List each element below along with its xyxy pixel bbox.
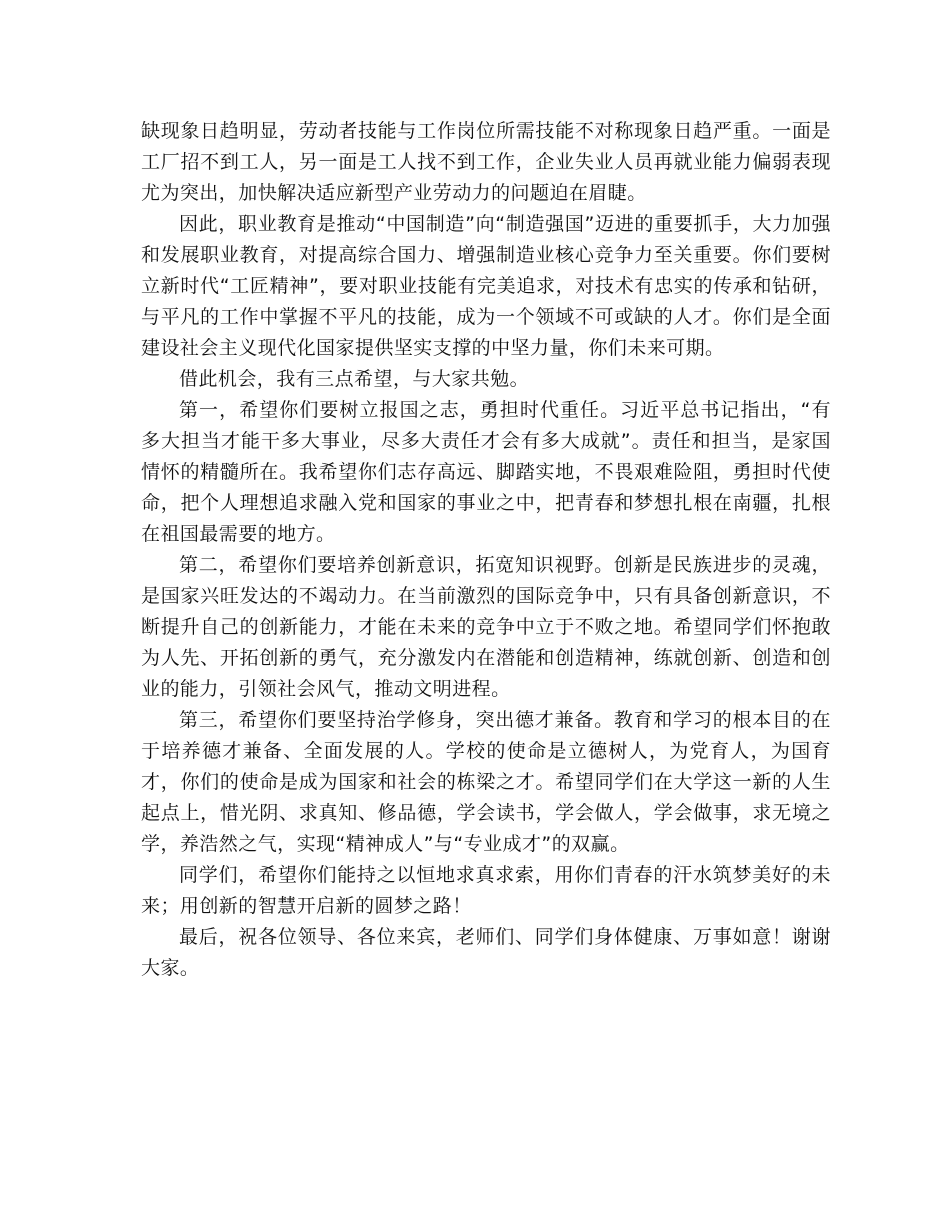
paragraph-closing: 最后，祝各位领导、各位来宾，老师们、同学们身体健康、万事如意！谢谢大家。 <box>141 926 831 979</box>
paragraph-hope-two: 第二，希望你们要培养创新意识，拓宽知识视野。创新是民族进步的灵魂，是国家兴旺发达的不竭动力。在当前激烈的国际竞争中，只有具备创新意识，不断提升自己的创新能力，才能在未来的竞争中立于不败之地。希望同学们怀抱敢为人先、开拓创新的勇气，充分激发内在潜能和创造精神，练就创新、创造和创业的能力，引领社会风气，推动文明进程。 <box>141 554 831 700</box>
paragraph-three-hopes-intro: 借此机会，我有三点希望，与大家共勉。 <box>179 368 530 390</box>
paragraph-vocational-education: 因此，职业教育是推动“中国制造”向“制造强国”迈进的重要抓手，大力加强和发展职业教育，对提高综合国力、增强制造业核心竞争力至关重要。你们要树立新时代“工匠精神”，要对职业技能有完美追求，对技术有忠实的传承和钻研，与平凡的工作中掌握不平凡的技能，成为一个领域不可或缺的人才。你们是全面建设社会主义现代化国家提供坚实支撑的中坚力量，你们未来可期。 <box>141 213 831 359</box>
paragraph-encouragement: 同学们，希望你们能持之以恒地求真求索，用你们青春的汗水筑梦美好的未来；用创新的智慧开启新的圆梦之路！ <box>141 864 831 917</box>
paragraph-continuation: 缺现象日趋明显，劳动者技能与工作岗位所需技能不对称现象日趋严重。一面是工厂招不到工人，另一面是工人找不到工作，企业失业人员再就业能力偏弱表现尤为突出，加快解决适应新型产业劳动力的问题迫在眉睫。 <box>141 120 831 204</box>
paragraph-hope-one: 第一，希望你们要树立报国之志，勇担时代重任。习近平总书记指出，“有多大担当才能干多大事业，尽多大责任才会有多大成就”。责任和担当，是家国情怀的精髓所在。我希望你们志存高远、脚踏实地，不畏艰难险阻，勇担时代使命，把个人理想追求融入党和国家的事业之中，把青春和梦想扎根在南疆，扎根在祖国最需要的地方。 <box>141 399 831 545</box>
body-text <box>141 116 831 984</box>
paragraph-hope-three: 第三，希望你们要坚持治学修身，突出德才兼备。教育和学习的根本目的在于培养德才兼备、全面发展的人。学校的使命是立德树人，为党育人，为国育才，你们的使命是成为国家和社会的栋梁之才。希望同学们在大学这一新的人生起点上，惜光阴、求真知、修品德，学会读书，学会做人，学会做事，求无境之学，养浩然之气，实现“精神成人”与“专业成才”的双赢。 <box>141 709 831 855</box>
